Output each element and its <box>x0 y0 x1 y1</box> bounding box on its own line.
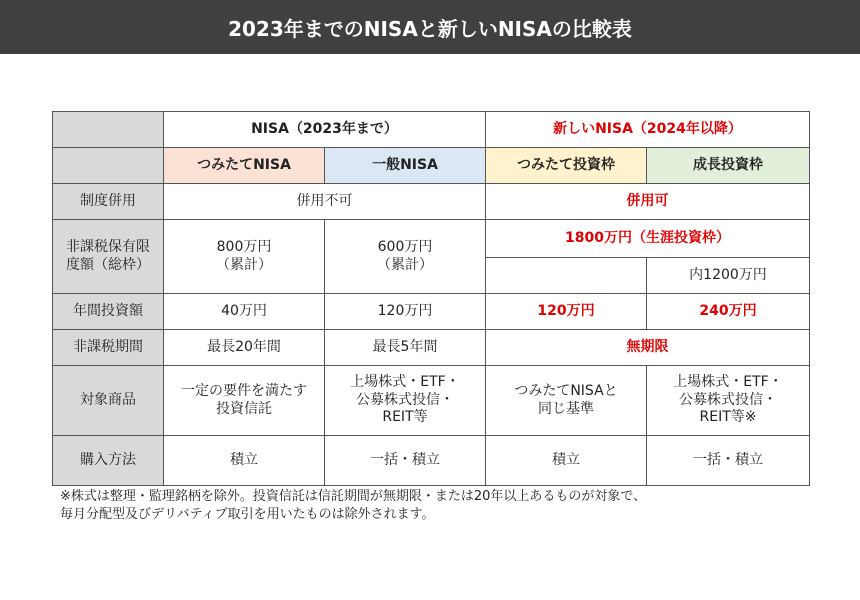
cell-shohin-seicho <box>647 366 810 436</box>
cell-shohin-tsumitate-line1: 一定の要件を満たす <box>181 383 307 399</box>
cell-gendo-ippan <box>325 220 486 294</box>
cell-shohin-ippan <box>325 366 486 436</box>
row-label-gendo <box>53 220 164 294</box>
cell-gendo-tsumitate <box>164 220 325 294</box>
cell-heiyou-new: 併用可 <box>486 184 810 220</box>
header-ippan-nisa: 一般NISA <box>325 148 486 184</box>
table-row <box>53 220 810 258</box>
cell-shohin-tsumitoushi <box>486 366 647 436</box>
row-label-gendo-line2: 度額（総枠） <box>66 256 150 273</box>
cell-shohin-seicho-line2: 公募株式投信・ <box>679 391 777 408</box>
corner-cell <box>53 148 164 184</box>
cell-shohin-ippan-line2: 公募株式投信・ <box>356 391 454 408</box>
header-old-nisa: NISA（2023年まで） <box>164 112 486 148</box>
row-label-kikan: 非課税期間 <box>53 330 164 366</box>
row-label-konyu: 購入方法 <box>53 436 164 486</box>
header-tsumitate-nisa: つみたてNISA <box>164 148 325 184</box>
cell-shohin-ippan-line3: REIT等 <box>382 409 428 426</box>
cell-konyu-seicho: 一括・積立 <box>647 436 810 486</box>
footnote-line2: 毎月分配型及びデリバティブ取引を用いたものは除外されます。 <box>60 507 435 522</box>
cell-nenkan-ippan: 120万円 <box>325 294 486 330</box>
table-row <box>53 330 810 366</box>
cell-gendo-ippan-line2: （累計） <box>377 256 433 273</box>
row-label-shohin: 対象商品 <box>53 366 164 436</box>
header-seicho-toushiwaku: 成長投資枠 <box>647 148 810 184</box>
footnote <box>60 488 820 524</box>
cell-shohin-seicho-line3: REIT等※ <box>699 409 757 426</box>
cell-kikan-ippan: 最長5年間 <box>325 330 486 366</box>
cell-nenkan-seicho: 240万円 <box>647 294 810 330</box>
row-label-heiyou: 制度併用 <box>53 184 164 220</box>
page-title <box>0 0 860 54</box>
cell-shohin-tsumitoushi-line2: 同じ基準 <box>538 400 594 417</box>
table-row <box>53 294 810 330</box>
table-row <box>53 148 810 184</box>
table-row <box>53 112 810 148</box>
row-label-gendo-line1: 非課税保有限 <box>66 239 150 255</box>
table-row <box>53 184 810 220</box>
row-label-nenkan: 年間投資額 <box>53 294 164 330</box>
page-title-text: 2023年までのNISAと新しいNISAの比較表 <box>228 16 632 41</box>
cell-nenkan-tsumitoushi: 120万円 <box>486 294 647 330</box>
cell-heiyou-old: 併用不可 <box>164 184 486 220</box>
cell-shohin-tsumitate-line2: 投資信託 <box>216 400 272 417</box>
table-row <box>53 366 810 436</box>
cell-konyu-tsumitate: 積立 <box>164 436 325 486</box>
cell-kikan-tsumitate: 最長20年間 <box>164 330 325 366</box>
cell-gendo-ippan-line1: 600万円 <box>377 239 433 255</box>
cell-shohin-tsumitate <box>164 366 325 436</box>
cell-gendo-tsumitate-line1: 800万円 <box>216 239 272 255</box>
cell-shohin-tsumitoushi-line1: つみたてNISAと <box>514 383 618 399</box>
cell-gendo-tsumitate-line2: （累計） <box>216 256 272 273</box>
cell-shohin-ippan-line1: 上場株式・ETF・ <box>350 374 460 391</box>
corner-cell <box>53 112 164 148</box>
table-row <box>53 436 810 486</box>
cell-konyu-tsumitoushi: 積立 <box>486 436 647 486</box>
header-tsumitate-toushiwaku: つみたて投資枠 <box>486 148 647 184</box>
cell-nenkan-tsumitate: 40万円 <box>164 294 325 330</box>
cell-kikan-new: 無期限 <box>486 330 810 366</box>
cell-konyu-ippan: 一括・積立 <box>325 436 486 486</box>
comparison-table <box>52 111 810 486</box>
cell-gendo-new-total: 1800万円（生涯投資枠） <box>486 220 810 258</box>
cell-gendo-new-blank <box>486 258 647 294</box>
cell-shohin-seicho-line1: 上場株式・ETF・ <box>673 374 783 391</box>
cell-gendo-new-growth: 内1200万円 <box>647 258 810 294</box>
footnote-line1: ※株式は整理・監理銘柄を除外。投資信託は信託期間が無期限・または20年以上あるものが対象で、 <box>60 489 647 504</box>
header-new-nisa: 新しいNISA（2024年以降） <box>486 112 810 148</box>
